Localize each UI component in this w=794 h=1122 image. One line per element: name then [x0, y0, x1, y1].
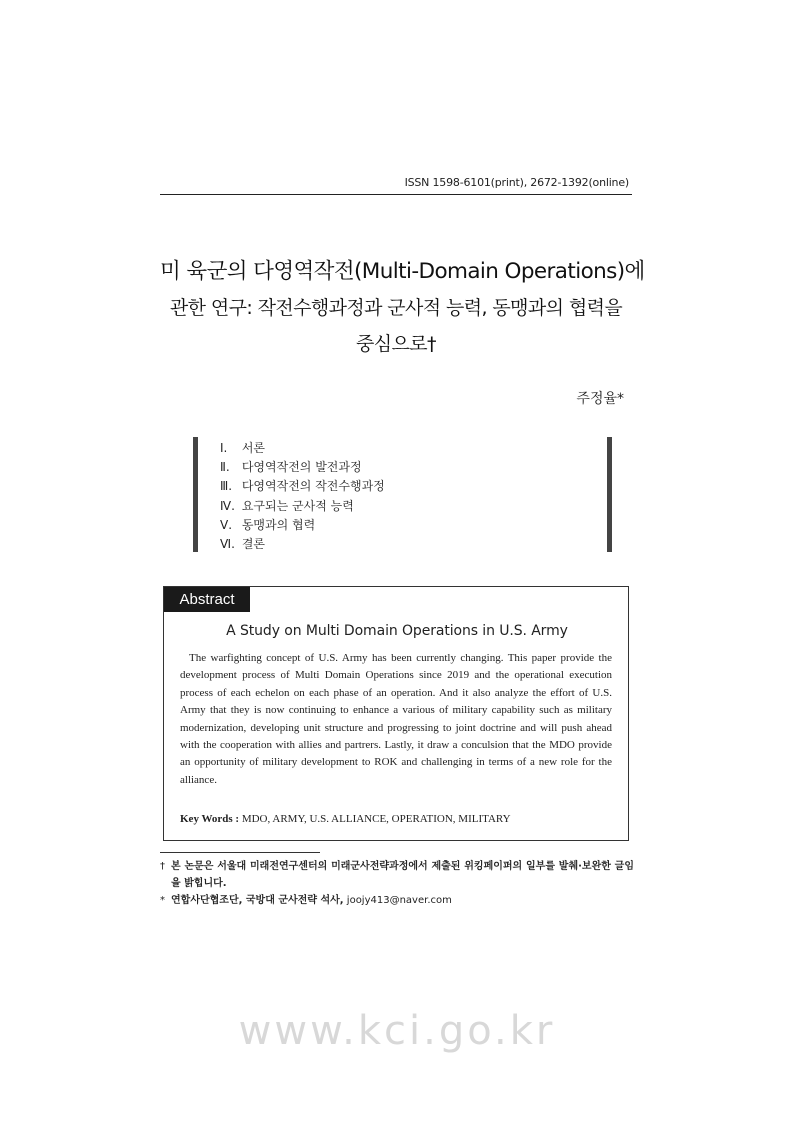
toc-item-label: 다영역작전의 발전과정 [241, 460, 362, 475]
footnote-mark: * [160, 895, 165, 906]
table-of-contents [193, 437, 612, 552]
watermark: www.kci.go.kr [238, 1008, 556, 1054]
footnote-text: 연합사단협조단, 국방대 군사전략 석사, [171, 895, 344, 906]
footnote-item [160, 892, 634, 909]
author-email[interactable]: joojy413@naver.com [346, 895, 452, 906]
footnote-rule [160, 852, 320, 853]
toc-item-label: 요구되는 군사적 능력 [241, 498, 354, 513]
toc-item [220, 535, 607, 554]
toc-item-number: Ⅴ. [220, 517, 233, 532]
footnote-item [160, 858, 634, 892]
footnotes [160, 858, 634, 909]
toc-item-number: Ⅰ. [220, 441, 228, 455]
toc-item [220, 497, 607, 516]
toc-item-label: 동맹과의 협력 [241, 517, 316, 532]
toc-item-number: Ⅲ. [220, 479, 233, 494]
toc-item-number: Ⅱ. [220, 460, 230, 475]
title-line-2: 관한 연구: 작전수행과정과 군사적 능력, 동맹과의 협력을 [169, 297, 623, 319]
toc-item-label: 결론 [241, 537, 266, 552]
paper-title [160, 254, 645, 362]
title-line-1: 미 육군의 다영역작전(Multi-Domain Operations)에 [160, 259, 645, 284]
footnote-text: 본 논문은 서울대 미래전연구센터의 미래군사전략과정에서 제출된 위킹페이퍼의 일부를 발췌·보완한 글임을 밝힙니다. [171, 861, 634, 889]
author-name: 주정율* [576, 391, 624, 407]
toc-item-number: Ⅵ. [220, 537, 235, 552]
toc-item [220, 477, 607, 496]
issn-header: ISSN 1598-6101(print), 2672-1392(online) [404, 176, 629, 189]
abstract-tab-label: Abstract [164, 587, 250, 612]
abstract-box [163, 586, 629, 841]
toc-item-label: 다영역작전의 작전수행과정 [241, 479, 385, 494]
abstract-body [180, 650, 612, 789]
abstract-title: A Study on Multi Domain Operations in U.S. Army [226, 623, 568, 639]
footnote-mark: † [160, 861, 165, 872]
title-line-3: 중심으로† [356, 333, 436, 355]
header-rule [160, 194, 632, 195]
toc-item [220, 439, 607, 458]
toc-item-label: 서론 [241, 441, 266, 455]
toc-item [220, 458, 607, 477]
keywords-list: MDO, ARMY, U.S. ALLIANCE, OPERATION, MILITARY [241, 813, 511, 825]
abstract-paragraph: The warfighting concept of U.S. Army has been currently changing. This paper provide the development process of Multi Domain Operations since 2019 and the operational execution process of each echelon on each phase of an operation. And it also analyze the effort of U.S. Army that they is now continuing to enhance a various of military capability such as military modernization, developing unit structure and progressing to joint doctrine and will push ahead with the cooperation with allies and partrers. Lastly, it draw a conculsion that the MDO provide an opportunity of military development to ROK and challenging in terms of a new role for the alliance. [180, 652, 612, 786]
keywords [180, 813, 511, 825]
toc-item [220, 516, 607, 535]
keywords-label: Key Words : [180, 813, 240, 825]
toc-item-number: Ⅳ. [220, 498, 235, 513]
